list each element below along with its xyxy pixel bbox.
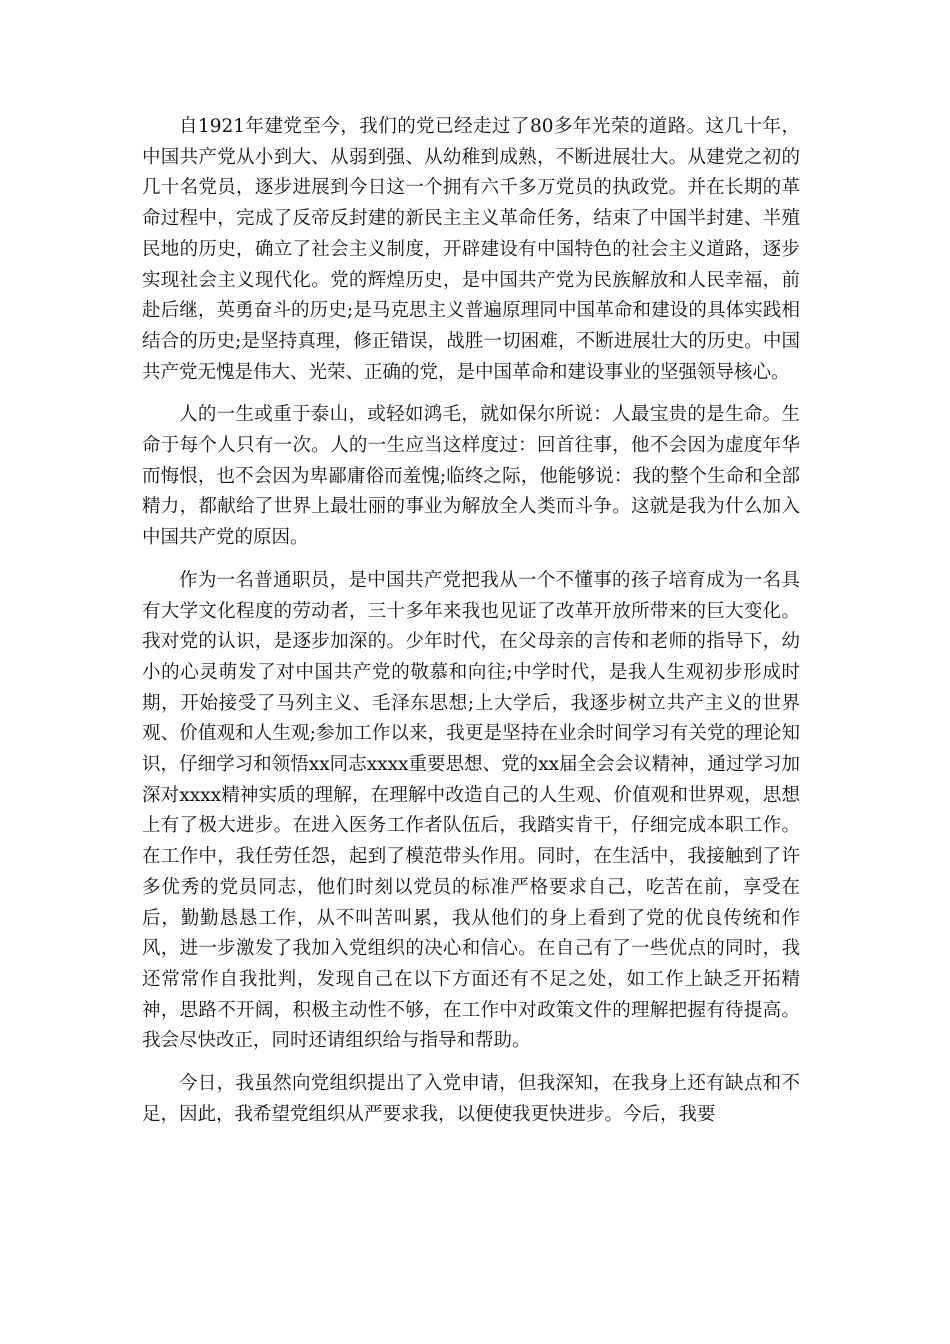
document-body [142,112,800,1143]
paragraph-1: 自1921年建党至今，我们的党已经走过了80多年光荣的道路。这几十年，中国共产党从小到大、从弱到强、从幼稚到成熟，不断进展壮大。从建党之初的几十名党员，逐步进展到今日这一个拥有六千多万党员的执政党。并在长期的革命过程中，完成了反帝反封建的新民主主义革命任务，结束了中国半封建、半殖民地的历史，确立了社会主义制度，开辟建设有中国特色的社会主义道路，逐步实现社会主义现代化。党的辉煌历史，是中国共产党为民族解放和人民幸福，前赴后继，英勇奋斗的历史;是马克思主义普遍原理同中国革命和建设的具体实践相结合的历史;是坚持真理，修正错误，战胜一切困难，不断进展壮大的历史。中国共产党无愧是伟大、光荣、正确的党，是中国革命和建设事业的坚强领导核心。 [142,116,800,383]
paragraph-3: 作为一名普通职员，是中国共产党把我从一个不懂事的孩子培育成为一名具有大学文化程度的劳动者，三十多年来我也见证了改革开放所带来的巨大变化。我对党的认识，是逐步加深的。少年时代，在父母亲的言传和老师的指导下，幼小的心灵萌发了对中国共产党的敬慕和向往;中学时代，是我人生观初步形成时期，开始接受了马列主义、毛泽东思想;上大学后，我逐步树立共产主义的世界观、价值观和人生观;参加工作以来，我更是坚持在业余时间学习有关党的理论知识，仔细学习和领悟xx同志xxxx重要思想、党的xx届全会会议精神，通过学习加深对xxxx精神实质的理解，在理解中改造自己的人生观、价值观和世界观，思想上有了极大进步。在进入医务工作者队伍后，我踏实肯干，仔细完成本职工作。在工作中，我任劳任怨，起到了模范带头作用。同时，在生活中，我接触到了许多优秀的党员同志，他们时刻以党员的标准严格要求自己，吃苦在前，享受在后，勤勤恳恳工作，从不叫苦叫累，我从他们的身上看到了党的优良传统和作风，进一步激发了我加入党组织的决心和信心。在自己有了一些优点的同时，我还常常作自我批判，发现自己在以下方面还有不足之处，如工作上缺乏开拓精神，思路不开阔，积极主动性不够，在工作中对政策文件的理解把握有待提高。我会尽快改正，同时还请组织给与指导和帮助。 [142,569,800,1052]
paragraph-4: 今日，我虽然向党组织提出了入党申请，但我深知，在我身上还有缺点和不足，因此，我希望党组织从严要求我，以便使我更快进步。今后，我要 [142,1073,800,1125]
paragraph-2: 人的一生或重于泰山，或轻如鸿毛，就如保尔所说：人最宝贵的是生命。生命于每个人只有一次。人的一生应当这样度过：回首往事，他不会因为虚度年华而悔恨，也不会因为卑鄙庸俗而羞愧;临终之际，他能够说：我的整个生命和全部精力，都献给了世界上最壮丽的事业为解放全人类而斗争。这就是我为什么加入中国共产党的原因。 [142,404,800,549]
